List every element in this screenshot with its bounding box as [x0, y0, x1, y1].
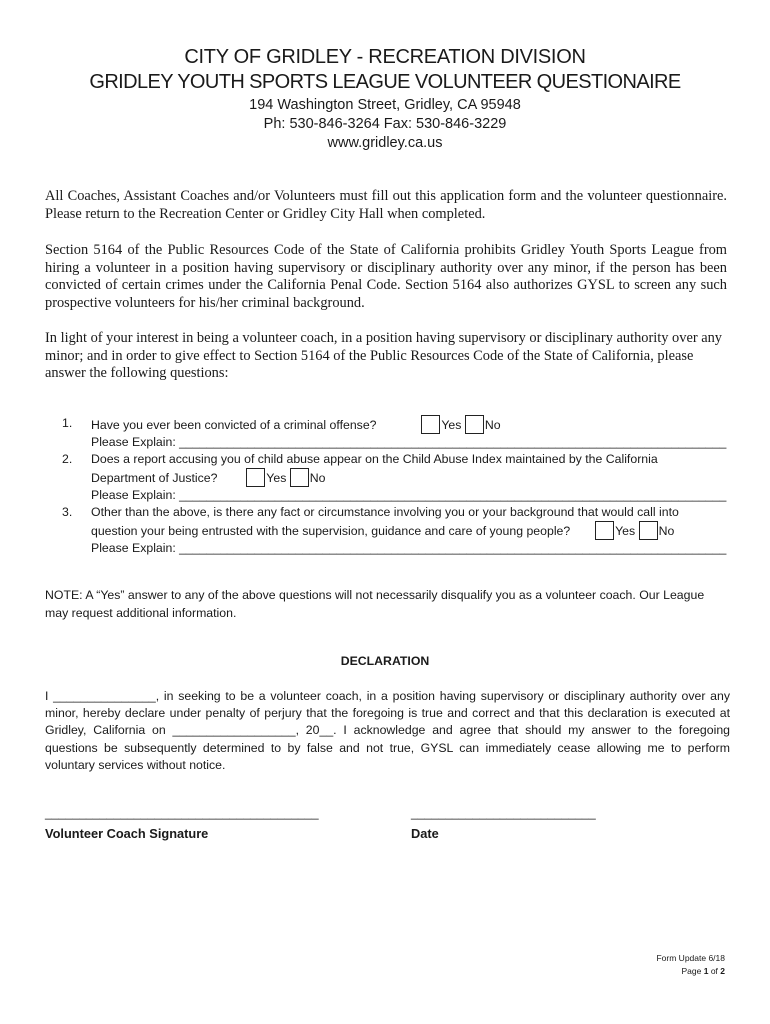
question-number: 3. [62, 505, 73, 519]
q3-yes-checkbox[interactable] [595, 521, 614, 540]
intro-paragraph: All Coaches, Assistant Coaches and/or Volunteers must fill out this application form and the volunteer questionnaire. Please return to the Recreation Center or Gridley City Hall when completed. [45, 188, 727, 222]
q2-no-label: No [309, 471, 326, 485]
section-5164-paragraph: Section 5164 of the Public Resources Code of the State of California prohibits Gridley Youth Sports League from hiring a volunteer in a position having supervisory or disciplinary authority over any minor, if the person has been convicted of certain crimes under the California Penal Code. Section 5164 also authorizes GYSL to screen any such prospective volunteers for his/her criminal background. [45, 242, 727, 311]
question-2-text: Does a report accusing you of child abuse appear on the Child Abuse Index maintained by the California [91, 452, 658, 466]
q3-no-label: No [658, 524, 675, 538]
phone-fax: Ph: 530-846-3264 Fax: 530-846-3229 [263, 116, 507, 132]
question-3-explain-row [62, 540, 727, 557]
question-3-text-cont: question your being entrusted with the supervision, guidance and care of young people? [91, 524, 571, 538]
q1-yes-label: Yes [441, 418, 462, 432]
question-1-explain[interactable]: Please Explain: ________________________________________________________________________________ [91, 435, 727, 449]
question-1-explain-row [62, 434, 727, 451]
question-2-cont [62, 468, 722, 487]
document-header [0, 44, 770, 153]
question-number: 2. [62, 452, 73, 466]
q1-no-checkbox[interactable] [465, 415, 484, 434]
division-title: CITY OF GRIDLEY - RECREATION DIVISION [184, 46, 586, 68]
declaration-text: I _______________, in seeking to be a volunteer coach, in a position having supervisory or disciplinary authority over any minor, hereby declare under penalty of perjury that the foregoing is true and correct and that this declaration is executed at Gridley, California on __________________, 20__. I acknowledge and agree that should my answer to the foregoing questions be subsequently determined to by false and not true, GYSL can immediately cease allowing me to perform voluntary services without notice. [45, 689, 730, 772]
q2-yes-label: Yes [266, 471, 287, 485]
question-1-text: Have you ever been convicted of a criminal offense? [91, 418, 377, 432]
question-1 [62, 415, 722, 434]
form-title: GRIDLEY YOUTH SPORTS LEAGUE VOLUNTEER QUESTIONAIRE [89, 71, 681, 93]
page-prefix: Page [681, 966, 704, 976]
signature-label: Volunteer Coach Signature [45, 826, 209, 841]
website-link[interactable]: www.gridley.ca.us [327, 135, 443, 151]
q2-no-checkbox[interactable] [290, 468, 309, 487]
question-2-text-cont: Department of Justice? [91, 471, 218, 485]
page-number [656, 965, 725, 978]
page-of: of [708, 966, 721, 976]
page-total: 2 [720, 966, 725, 976]
declaration-title: DECLARATION [340, 654, 430, 668]
q1-no-label: No [484, 418, 501, 432]
question-2-explain[interactable]: Please Explain: ________________________________________________________________________________ [91, 488, 727, 502]
q3-yes-label: Yes [615, 524, 636, 538]
q1-yes-checkbox[interactable] [421, 415, 440, 434]
page-footer [656, 952, 725, 978]
street-address: 194 Washington Street, Gridley, CA 95948 [249, 97, 521, 113]
form-update-text: Form Update 6/18 [656, 953, 725, 963]
date-line[interactable]: ___________________________ [411, 806, 596, 820]
q2-yes-checkbox[interactable] [246, 468, 265, 487]
signature-line[interactable]: ________________________________________ [45, 806, 319, 820]
question-2-explain-row [62, 487, 727, 504]
page-current: 1 [703, 966, 709, 976]
note-text: NOTE: A “Yes” answer to any of the above questions will not necessarily disqualify you as a volunteer coach. Our League may request additional information. [45, 588, 705, 620]
question-3-cont [62, 521, 722, 540]
question-2 [62, 451, 722, 468]
question-number: 1. [62, 416, 73, 430]
question-3 [62, 504, 722, 521]
question-3-explain[interactable]: Please Explain: ________________________________________________________________________________ [91, 541, 727, 555]
q3-no-checkbox[interactable] [639, 521, 658, 540]
question-3-text: Other than the above, is there any fact or circumstance involving you or your background that would call into [91, 505, 679, 519]
date-label: Date [411, 826, 439, 841]
questions-intro-paragraph: In light of your interest in being a volunteer coach, in a position having supervisory or disciplinary authority over any minor; and in order to give effect to Section 5164 of the Public Resources Code of the State of California, please answer the following questions: [45, 330, 722, 382]
questions-list [62, 415, 727, 557]
